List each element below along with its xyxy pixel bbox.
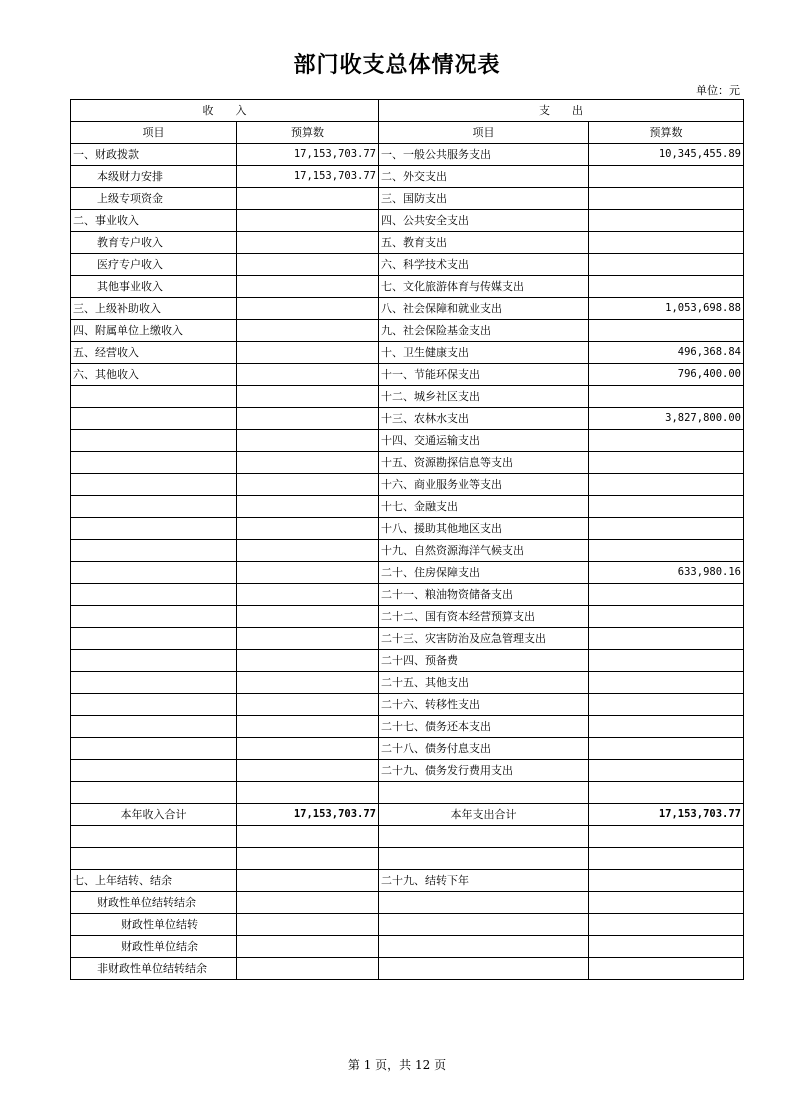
income-value-cell bbox=[237, 496, 379, 518]
table-row bbox=[71, 562, 744, 584]
income-value-cell bbox=[237, 408, 379, 430]
income-item-cell: 二、事业收入 bbox=[71, 210, 237, 232]
income-item-cell: 医疗专户收入 bbox=[71, 254, 237, 276]
table-row bbox=[71, 694, 744, 716]
table-row bbox=[71, 210, 744, 232]
expense-value-cell bbox=[589, 430, 744, 452]
carry-income-value bbox=[237, 892, 379, 914]
carry-expense-value bbox=[589, 870, 744, 892]
page-title: 部门收支总体情况表 bbox=[293, 52, 501, 78]
expense-value-cell bbox=[589, 210, 744, 232]
income-value-cell bbox=[237, 716, 379, 738]
income-value-cell bbox=[237, 298, 379, 320]
income-item-header: 项目 bbox=[71, 122, 237, 144]
table-row bbox=[71, 518, 744, 540]
expense-item-cell: 二十一、粮油物资储备支出 bbox=[379, 584, 589, 606]
column-header-row bbox=[71, 122, 744, 144]
income-value-cell bbox=[237, 628, 379, 650]
income-budget-header: 预算数 bbox=[237, 122, 379, 144]
expense-item-cell: 二十九、债务发行费用支出 bbox=[379, 760, 589, 782]
table-row bbox=[71, 474, 744, 496]
empty-cell bbox=[237, 848, 379, 870]
empty-cell bbox=[589, 848, 744, 870]
income-item-cell: 教育专户收入 bbox=[71, 232, 237, 254]
expense-value-cell bbox=[589, 474, 744, 496]
blank-row bbox=[71, 826, 744, 848]
income-item-cell bbox=[71, 760, 237, 782]
income-value-cell bbox=[237, 760, 379, 782]
income-value-cell bbox=[237, 386, 379, 408]
income-item-cell: 三、上级补助收入 bbox=[71, 298, 237, 320]
income-section-header: 收 入 bbox=[71, 100, 379, 122]
carry-income-item: 财政性单位结转 bbox=[71, 914, 237, 936]
expense-value-cell bbox=[589, 254, 744, 276]
expense-item-cell: 十五、资源勘探信息等支出 bbox=[379, 452, 589, 474]
expense-value-cell: 3,827,800.00 bbox=[589, 408, 744, 430]
expense-item-cell: 八、社会保障和就业支出 bbox=[379, 298, 589, 320]
table-row bbox=[71, 782, 744, 804]
income-item-cell: 上级专项资金 bbox=[71, 188, 237, 210]
income-item-cell bbox=[71, 518, 237, 540]
expense-value-cell: 796,400.00 bbox=[589, 364, 744, 386]
table-row bbox=[71, 276, 744, 298]
empty-cell bbox=[237, 826, 379, 848]
carry-income-item: 非财政性单位结转结余 bbox=[71, 958, 237, 980]
income-value-cell bbox=[237, 342, 379, 364]
expense-item-cell: 七、文化旅游体育与传媒支出 bbox=[379, 276, 589, 298]
expense-item-cell: 二十、住房保障支出 bbox=[379, 562, 589, 584]
income-value-cell bbox=[237, 452, 379, 474]
blank-row bbox=[71, 848, 744, 870]
expense-value-cell bbox=[589, 606, 744, 628]
income-value-cell: 17,153,703.77 bbox=[237, 166, 379, 188]
expense-item-header: 项目 bbox=[379, 122, 589, 144]
income-total-label: 本年收入合计 bbox=[71, 804, 237, 826]
income-value-cell bbox=[237, 694, 379, 716]
income-item-cell: 一、财政拨款 bbox=[71, 144, 237, 166]
table-row bbox=[71, 166, 744, 188]
income-item-cell: 本级财力安排 bbox=[71, 166, 237, 188]
expense-item-cell: 十七、金融支出 bbox=[379, 496, 589, 518]
expense-item-cell: 四、公共安全支出 bbox=[379, 210, 589, 232]
income-item-cell bbox=[71, 738, 237, 760]
expense-value-cell bbox=[589, 650, 744, 672]
expense-value-cell bbox=[589, 760, 744, 782]
table-row bbox=[71, 232, 744, 254]
expense-item-cell: 十三、农林水支出 bbox=[379, 408, 589, 430]
income-item-cell bbox=[71, 430, 237, 452]
income-value-cell bbox=[237, 540, 379, 562]
income-value-cell bbox=[237, 254, 379, 276]
section-header-row bbox=[71, 100, 744, 122]
empty-cell bbox=[71, 848, 237, 870]
table-row bbox=[71, 430, 744, 452]
table-row bbox=[71, 386, 744, 408]
carry-expense-value bbox=[589, 914, 744, 936]
carry-income-value bbox=[237, 870, 379, 892]
income-item-cell bbox=[71, 452, 237, 474]
income-value-cell bbox=[237, 474, 379, 496]
income-value-cell bbox=[237, 584, 379, 606]
income-value-cell bbox=[237, 276, 379, 298]
expense-item-cell: 二十七、债务还本支出 bbox=[379, 716, 589, 738]
expense-item-cell: 十九、自然资源海洋气候支出 bbox=[379, 540, 589, 562]
expense-value-cell: 1,053,698.88 bbox=[589, 298, 744, 320]
carry-row bbox=[71, 958, 744, 980]
expense-value-cell: 496,368.84 bbox=[589, 342, 744, 364]
income-total-value: 17,153,703.77 bbox=[237, 804, 379, 826]
expense-value-cell bbox=[589, 628, 744, 650]
expense-value-cell bbox=[589, 452, 744, 474]
income-value-cell bbox=[237, 782, 379, 804]
expense-value-cell bbox=[589, 672, 744, 694]
table-row bbox=[71, 496, 744, 518]
table-row bbox=[71, 738, 744, 760]
table-row bbox=[71, 254, 744, 276]
income-value-cell bbox=[237, 650, 379, 672]
income-item-cell: 六、其他收入 bbox=[71, 364, 237, 386]
income-value-cell: 17,153,703.77 bbox=[237, 144, 379, 166]
expense-value-cell bbox=[589, 716, 744, 738]
unit-label: 单位：元 bbox=[696, 84, 740, 97]
income-value-cell bbox=[237, 518, 379, 540]
income-item-cell bbox=[71, 672, 237, 694]
carry-income-value bbox=[237, 914, 379, 936]
table-row bbox=[71, 606, 744, 628]
income-item-cell bbox=[71, 650, 237, 672]
table-row bbox=[71, 364, 744, 386]
income-item-cell: 四、附属单位上缴收入 bbox=[71, 320, 237, 342]
income-value-cell bbox=[237, 364, 379, 386]
expense-item-cell: 二十五、其他支出 bbox=[379, 672, 589, 694]
expense-total-value: 17,153,703.77 bbox=[589, 804, 744, 826]
expense-value-cell bbox=[589, 518, 744, 540]
carry-income-item: 七、上年结转、结余 bbox=[71, 870, 237, 892]
expense-item-cell: 九、社会保险基金支出 bbox=[379, 320, 589, 342]
income-item-cell bbox=[71, 386, 237, 408]
table-row bbox=[71, 716, 744, 738]
carry-expense-item: 二十九、结转下年 bbox=[379, 870, 589, 892]
table-row bbox=[71, 584, 744, 606]
carry-row bbox=[71, 870, 744, 892]
expense-item-cell: 二十二、国有资本经营预算支出 bbox=[379, 606, 589, 628]
income-item-cell bbox=[71, 694, 237, 716]
expense-item-cell: 二十三、灾害防治及应急管理支出 bbox=[379, 628, 589, 650]
income-value-cell bbox=[237, 562, 379, 584]
carry-expense-value bbox=[589, 936, 744, 958]
carry-expense-value bbox=[589, 892, 744, 914]
carry-income-value bbox=[237, 936, 379, 958]
carry-expense-value bbox=[589, 958, 744, 980]
income-item-cell bbox=[71, 584, 237, 606]
carry-expense-item bbox=[379, 892, 589, 914]
empty-cell bbox=[379, 848, 589, 870]
income-item-cell: 五、经营收入 bbox=[71, 342, 237, 364]
income-value-cell bbox=[237, 672, 379, 694]
income-item-cell: 其他事业收入 bbox=[71, 276, 237, 298]
expense-value-cell bbox=[589, 540, 744, 562]
table-row bbox=[71, 298, 744, 320]
expense-value-cell bbox=[589, 782, 744, 804]
expense-value-cell bbox=[589, 496, 744, 518]
table-row bbox=[71, 188, 744, 210]
carry-expense-item bbox=[379, 958, 589, 980]
income-value-cell bbox=[237, 210, 379, 232]
page-footer: 第 1 页，共 12 页 bbox=[347, 1058, 447, 1072]
carry-row bbox=[71, 892, 744, 914]
expense-item-cell bbox=[379, 782, 589, 804]
carry-expense-item bbox=[379, 914, 589, 936]
budget-table bbox=[70, 99, 744, 980]
table-row bbox=[71, 628, 744, 650]
carry-expense-item bbox=[379, 936, 589, 958]
income-item-cell bbox=[71, 716, 237, 738]
expense-item-cell: 二、外交支出 bbox=[379, 166, 589, 188]
carry-row bbox=[71, 914, 744, 936]
table-row bbox=[71, 320, 744, 342]
income-value-cell bbox=[237, 232, 379, 254]
expense-section-header: 支 出 bbox=[379, 100, 744, 122]
table-row bbox=[71, 540, 744, 562]
expense-value-cell bbox=[589, 584, 744, 606]
expense-item-cell: 二十六、转移性支出 bbox=[379, 694, 589, 716]
table-row bbox=[71, 650, 744, 672]
expense-item-cell: 三、国防支出 bbox=[379, 188, 589, 210]
expense-item-cell: 五、教育支出 bbox=[379, 232, 589, 254]
carry-income-item: 财政性单位结余 bbox=[71, 936, 237, 958]
income-value-cell bbox=[237, 320, 379, 342]
expense-total-label: 本年支出合计 bbox=[379, 804, 589, 826]
expense-item-cell: 一、一般公共服务支出 bbox=[379, 144, 589, 166]
expense-item-cell: 六、科学技术支出 bbox=[379, 254, 589, 276]
expense-value-cell bbox=[589, 320, 744, 342]
income-item-cell bbox=[71, 408, 237, 430]
expense-value-cell bbox=[589, 738, 744, 760]
empty-cell bbox=[71, 826, 237, 848]
carry-income-item: 财政性单位结转结余 bbox=[71, 892, 237, 914]
table-row bbox=[71, 452, 744, 474]
expense-item-cell: 二十四、预备费 bbox=[379, 650, 589, 672]
income-item-cell bbox=[71, 496, 237, 518]
table-row bbox=[71, 760, 744, 782]
expense-item-cell: 十一、节能环保支出 bbox=[379, 364, 589, 386]
expense-item-cell: 十八、援助其他地区支出 bbox=[379, 518, 589, 540]
table-row bbox=[71, 342, 744, 364]
expense-item-cell: 二十八、债务付息支出 bbox=[379, 738, 589, 760]
income-value-cell bbox=[237, 188, 379, 210]
income-value-cell bbox=[237, 738, 379, 760]
income-item-cell bbox=[71, 628, 237, 650]
expense-value-cell bbox=[589, 276, 744, 298]
income-item-cell bbox=[71, 606, 237, 628]
expense-budget-header: 预算数 bbox=[589, 122, 744, 144]
expense-value-cell bbox=[589, 166, 744, 188]
totals-row bbox=[71, 804, 744, 826]
expense-value-cell: 633,980.16 bbox=[589, 562, 744, 584]
empty-cell bbox=[589, 826, 744, 848]
expense-value-cell: 10,345,455.89 bbox=[589, 144, 744, 166]
empty-cell bbox=[379, 826, 589, 848]
table-row bbox=[71, 672, 744, 694]
expense-value-cell bbox=[589, 694, 744, 716]
expense-value-cell bbox=[589, 188, 744, 210]
expense-item-cell: 十六、商业服务业等支出 bbox=[379, 474, 589, 496]
table-row bbox=[71, 144, 744, 166]
income-item-cell bbox=[71, 782, 237, 804]
income-item-cell bbox=[71, 474, 237, 496]
income-item-cell bbox=[71, 562, 237, 584]
income-item-cell bbox=[71, 540, 237, 562]
expense-item-cell: 十二、城乡社区支出 bbox=[379, 386, 589, 408]
expense-item-cell: 十、卫生健康支出 bbox=[379, 342, 589, 364]
carry-row bbox=[71, 936, 744, 958]
carry-income-value bbox=[237, 958, 379, 980]
expense-value-cell bbox=[589, 232, 744, 254]
income-value-cell bbox=[237, 606, 379, 628]
expense-value-cell bbox=[589, 386, 744, 408]
expense-item-cell: 十四、交通运输支出 bbox=[379, 430, 589, 452]
income-value-cell bbox=[237, 430, 379, 452]
table-row bbox=[71, 408, 744, 430]
